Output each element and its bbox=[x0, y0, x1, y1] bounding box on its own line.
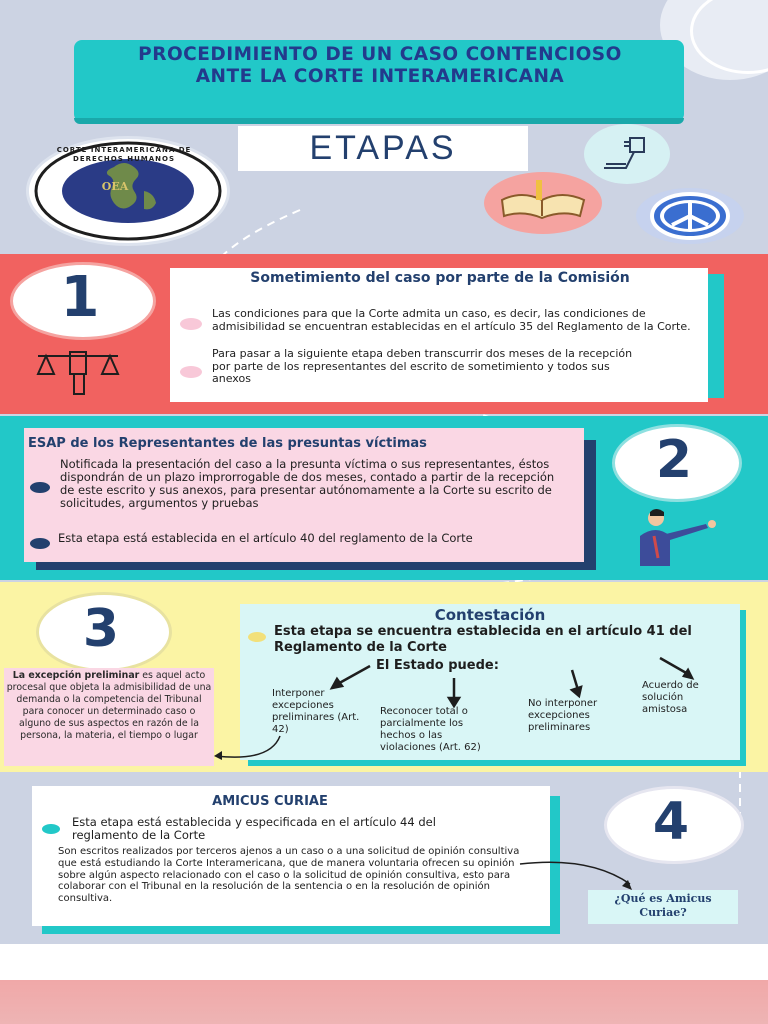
bullet-dot bbox=[30, 538, 50, 549]
step1-bullet-2: Para pasar a la siguiente etapa deben transcurrir dos meses de la recepción por parte de los representantes del escrito de sometimiento y todos sus anexos bbox=[212, 347, 633, 386]
bullet-dot bbox=[180, 366, 202, 378]
step1-number: 1 bbox=[60, 265, 100, 330]
step4-paragraph: Son escritos realizados por terceros ajenos a un caso o a una solicitud de opinión consultiva que está estudiando la Corte Interamericana, que de manera voluntaria ofrecen su opinión sobre algún aspecto relacionado con el caso o la solicitud de opinión consultiva, esto para colaborar con el Tribunal en la resolución de la sentencia o en la resolución de opinión consultiva. bbox=[58, 846, 520, 905]
bullet-dot bbox=[180, 318, 202, 330]
step2-number: 2 bbox=[655, 430, 693, 490]
step2-bullet-2: Esta etapa está establecida en el artículo 40 del reglamento de la Corte bbox=[58, 531, 473, 545]
step4-title: AMICUS CURIAE bbox=[212, 794, 328, 809]
step3-number: 3 bbox=[82, 599, 120, 659]
page-subtitle: ETAPAS bbox=[309, 129, 457, 167]
estado-option-3: No interponer excepciones preliminares bbox=[528, 698, 598, 733]
estado-option-2: Reconocer total o parcialmente los hechos o las violaciones (Art. 62) bbox=[380, 706, 481, 753]
estado-heading: El Estado puede: bbox=[376, 658, 499, 673]
bullet-dot bbox=[42, 824, 60, 834]
logo-ring-text: CORTE INTERAMERICANA DE DERECHOS HUMANOS bbox=[56, 146, 192, 163]
preliminar-note-rest: es aquel acto procesal que objeta la admisibilidad de una demanda o la competencia del Tribunal para conocer un determinado caso o alguno de sus aspectos en razón de la persona, la materia, el tiempo o lugar bbox=[6, 670, 212, 741]
page-title: PROCEDIMIENTO DE UN CASO CONTENCIOSO ANTE LA CORTE INTERAMERICANA bbox=[138, 44, 622, 87]
note-arrow bbox=[200, 730, 300, 770]
business-man-icon bbox=[626, 506, 744, 570]
preliminar-note bbox=[6, 670, 212, 742]
estado-option-1: Interponer excepciones preliminares (Art. 42) bbox=[272, 688, 360, 735]
justice-scale-icon bbox=[34, 346, 122, 396]
bullet-dot bbox=[30, 482, 50, 493]
amicus-label: ¿Qué es Amicus Curiae? bbox=[614, 892, 712, 919]
step1-bullet-1: Las condiciones para que la Corte admita un caso, es decir, las condiciones de admisibilidad se encuentran establecidas en el artículo 35 del Reglamento de la Corte. bbox=[212, 307, 691, 333]
step3-title: Contestación bbox=[434, 606, 546, 624]
step1-title: Sometimiento del caso por parte de la Comisión bbox=[250, 270, 630, 286]
preliminar-note-bold: La excepción preliminar bbox=[12, 670, 140, 681]
logo-center-text: OEA bbox=[101, 180, 129, 193]
step3-bullet: Esta etapa se encuentra establecida en el artículo 41 del Reglamento de la Corte bbox=[274, 624, 692, 655]
step2-bullet-1: Notificada la presentación del caso a la presunta víctima o sus representantes, éstos dispondrán de un plazo improrrogable de dos meses, contado a partir de la recepción de este escrito y sus anexos, para presentar autónomamente a la Corte su escrito de solicitudes, argumentos y pruebas bbox=[60, 457, 555, 510]
step4-bullet: Esta etapa está establecida y especificada en el artículo 44 del reglamento de la Corte bbox=[72, 815, 436, 842]
step4-number: 4 bbox=[652, 792, 690, 852]
bottom-white-band bbox=[0, 944, 768, 980]
step2-title: ESAP de los Representantes de las presuntas víctimas bbox=[28, 436, 427, 451]
estado-option-4: Acuerdo de solución amistosa bbox=[642, 680, 699, 715]
bottom-pink-band bbox=[0, 980, 768, 1024]
